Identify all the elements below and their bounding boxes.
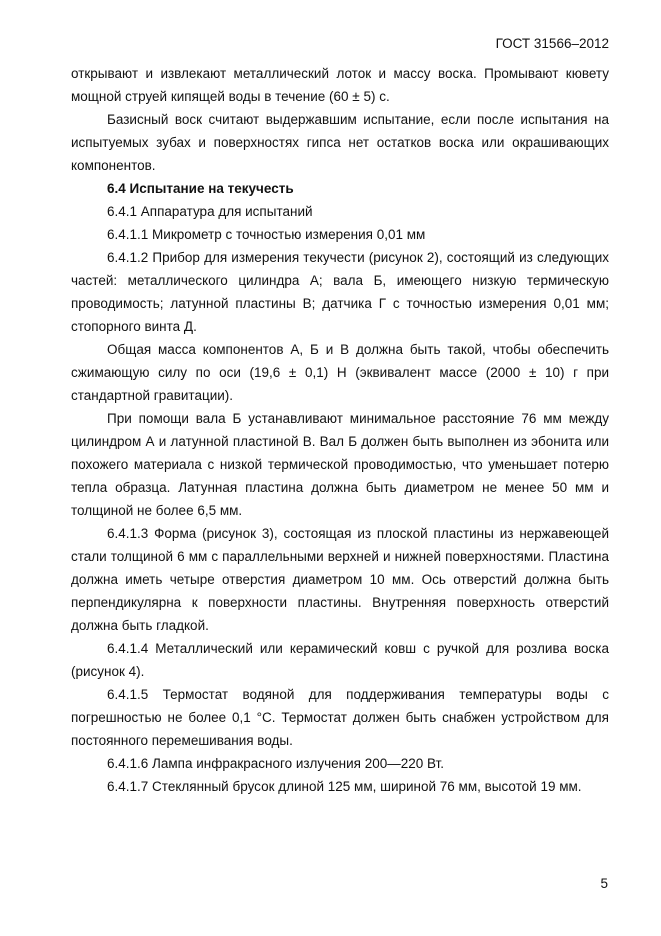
- paragraph: 6.4.1.2 Прибор для измерения текучести (рисунок 2), состоящий из следующих частей: металлического цилиндра А; вала Б, имеющего низкую термическую проводимость; латунной пластины В; датчика Г с точностью измерения 0,01 мм; стопорного винта Д.: [71, 250, 609, 334]
- paragraph: 6.4.1 Аппаратура для испытаний: [107, 204, 313, 219]
- paragraph: 6.4.1.6 Лампа инфракрасного излучения 200—220 Вт.: [107, 756, 444, 771]
- page-number: 5: [600, 876, 608, 891]
- paragraph: 6.4.1.4 Металлический или керамический ковш с ручкой для розлива воска (рисунок 4).: [71, 641, 609, 679]
- section-heading: 6.4 Испытание на текучесть: [107, 181, 294, 196]
- paragraph: Общая масса компонентов А, Б и В должна быть такой, чтобы обеспечить сжимающую силу по оси (19,6 ± 0,1) Н (эквивалент массе (2000 ± 10) г при стандартной гравитации).: [71, 342, 609, 403]
- paragraph: Базисный воск считают выдержавшим испытание, если после испытания на испытуемых зубах и поверхностях гипса нет остатков воска или окрашивающих компонентов.: [71, 112, 609, 173]
- document-body: [71, 62, 609, 798]
- paragraph: При помощи вала Б устанавливают минимальное расстояние 76 мм между цилиндром А и латунной пластиной В. Вал Б должен быть выполнен из эбонита или похожего материала с низкой термической проводимостью, что уменьшает потерю тепла образца. Латунная пластина должна быть диаметром не менее 50 мм и толщиной не более 6,5 мм.: [71, 411, 609, 518]
- paragraph: 6.4.1.3 Форма (рисунок 3), состоящая из плоской пластины из нержавеющей стали толщиной 6 мм с параллельными верхней и нижней поверхностями. Пластина должна иметь четыре отверстия диаметром 10 мм. Ось отверстий должна быть перпендикулярна к поверхности пластины. Внутренняя поверхность отверстий должна быть гладкой.: [71, 526, 609, 633]
- standard-header: ГОСТ 31566–2012: [495, 36, 609, 51]
- paragraph: 6.4.1.7 Стеклянный брусок длиной 125 мм, шириной 76 мм, высотой 19 мм.: [107, 779, 582, 794]
- paragraph: 6.4.1.1 Микрометр с точностью измерения 0,01 мм: [107, 227, 426, 242]
- paragraph: 6.4.1.5 Термостат водяной для поддерживания температуры воды с погрешностью не более 0,1 °С. Термостат должен быть снабжен устройством для постоянного перемешивания воды.: [71, 687, 609, 748]
- paragraph: открывают и извлекают металлический лоток и массу воска. Промывают кювету мощной струей кипящей воды в течение (60 ± 5) с.: [71, 66, 609, 104]
